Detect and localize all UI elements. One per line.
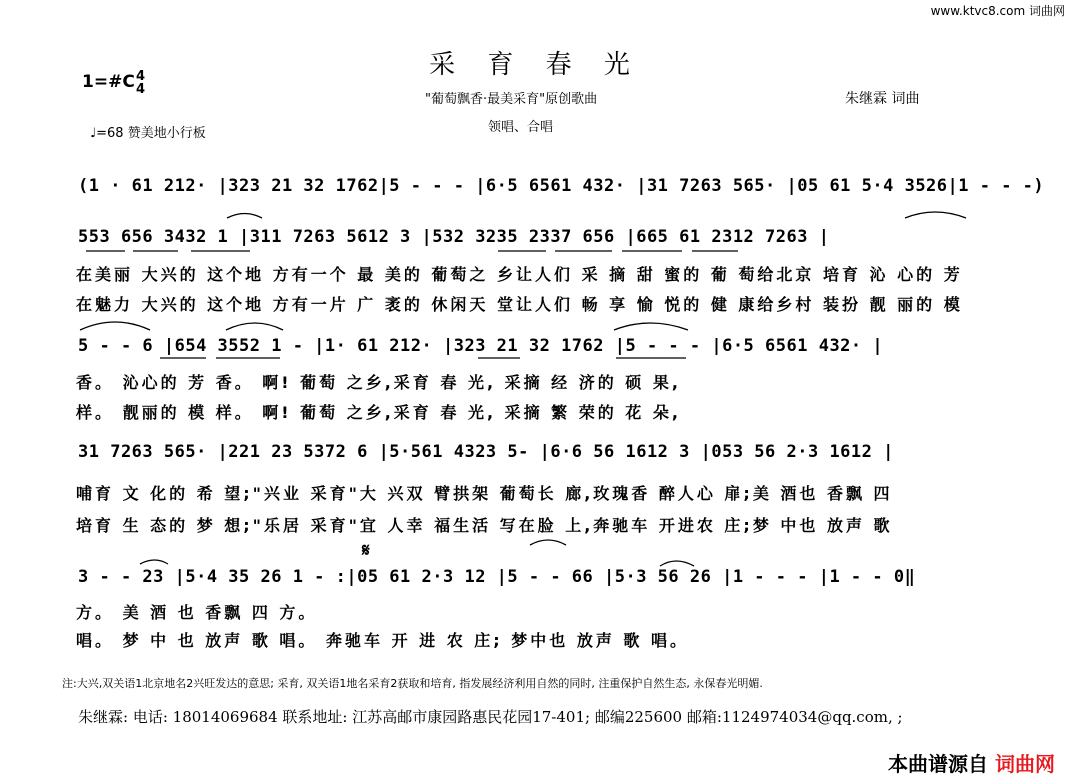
- lyric-line: 样。 靓丽的 模 样。 啊! 葡萄 之乡,采育 春 光, 采摘 繁 荣的 花 朵,: [76, 403, 681, 422]
- lyric-line: 唱。 梦 中 也 放声 歌 唱。 奔驰车 开 进 农 庄; 梦中也 放声 歌 唱。: [76, 631, 689, 650]
- notation-line: 3 - - 23 |5·4 35 26 1 - :|05 61 2·3 12 |5 - - 66 |5·3 56 26 |1 - - - |1 - - 0‖: [78, 567, 916, 587]
- lyric-line: 哺育 文 化的 希 望;"兴业 采育"大 兴双 臂拱架 葡萄长 廊,玫瑰香 醉人心 扉;美 酒也 香飘 四: [76, 484, 893, 503]
- website-url[interactable]: www.ktvc8.com 词曲网: [930, 4, 1065, 18]
- song-title: 采 育 春 光: [429, 50, 642, 80]
- time-signature-top: 4: [136, 69, 146, 84]
- notation-line: 5 - - 6 |654 3552 1 - |1· 61 212· |323 21 32 1762 |5 - - - |6·5 6561 432· |: [78, 336, 884, 356]
- lyric-line: 香。 沁心的 芳 香。 啊! 葡萄 之乡,采育 春 光, 采摘 经 济的 硕 果,: [76, 373, 681, 392]
- source-footer[interactable]: [888, 748, 1055, 777]
- tempo-marking: ♩=68 赞美地小行板: [90, 126, 206, 141]
- time-signature-bottom: 4: [136, 82, 146, 97]
- composer-credit: 朱继霖 词曲: [845, 91, 920, 107]
- song-subtitle: "葡萄飘香·最美采育"原创歌曲: [425, 92, 598, 107]
- segno-sign: 𝄋: [362, 540, 370, 561]
- notation-line: 553 656 3432 1 |311 7263 5612 3 |532 3235 2337 656 |665 61 2312 7263 |: [78, 227, 830, 247]
- lyric-line: 在美丽 大兴的 这个地 方有一个 最 美的 葡萄之 乡让人们 采 摘 甜 蜜的 葡 萄给北京 培育 沁 心的 芳: [76, 265, 963, 284]
- source-label: 本曲谱源自: [888, 752, 989, 776]
- lyric-line: 培育 生 态的 梦 想;"乐居 采育"宜 人幸 福生活 写在脸 上,奔驰车 开进农 庄;梦 中也 放声 歌: [76, 516, 893, 535]
- key-signature: 1=#C: [82, 72, 135, 92]
- notation-line: 31 7263 565· |221 23 5372 6 |5·561 4323 5- |6·6 56 1612 3 |053 56 2·3 1612 |: [78, 442, 894, 462]
- footnote: 注:大兴,双关语1北京地名2兴旺发达的意思; 采育, 双关语1地名采育2获取和培育, 指发展经济利用自然的同时, 注重保护自然生态, 永保春光明媚.: [62, 677, 763, 690]
- vocal-parts: 领唱、合唱: [488, 120, 554, 135]
- site-brand[interactable]: 词曲网: [995, 752, 1055, 776]
- lyric-line: 在魅力 大兴的 这个地 方有一片 广 袤的 休闲天 堂让人们 畅 享 愉 悦的 健 康给乡村 装扮 靓 丽的 模: [76, 295, 963, 314]
- notation-line: (1 · 61 212· |323 21 32 1762|5 - - - |6·5 6561 432· |31 7263 565· |05 61 5·4 3526|1 - - -): [78, 176, 1045, 196]
- lyric-line: 方。 美 酒 也 香飘 四 方。: [76, 603, 318, 622]
- contact-info: 朱继霖: 电话: 18014069684 联系地址: 江苏高邮市康园路惠民花园17-401; 邮编225600 邮箱:1124974034@qq.com, ;: [78, 708, 903, 726]
